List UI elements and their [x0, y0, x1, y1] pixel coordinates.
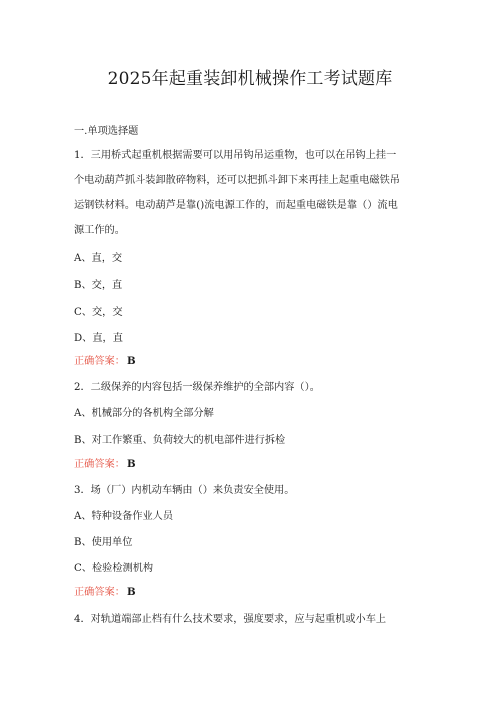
q3-answer [74, 583, 136, 598]
q1-option-a: A、直，交 [74, 253, 123, 264]
section-heading: 一.单项选择题 [74, 126, 139, 137]
q4-line-1: 4．对轨道端部止档有什么技术要求，强度要求，应与起重机或小车上 [74, 614, 387, 625]
q1-line-4: 源工作的。 [74, 225, 125, 236]
q1-option-d: D、直，直 [74, 333, 123, 344]
q3-option-b: B、使用单位 [74, 537, 133, 548]
answer-value: B [126, 355, 136, 367]
document-title: 2025年起重装卸机械操作工考试题库 [107, 69, 393, 89]
answer-value: B [126, 458, 136, 470]
q2-option-a: A、机械部分的各机构全部分解 [74, 408, 214, 419]
answer-value: B [126, 586, 136, 598]
q2-line-1: 2．二级保养的内容包括一级保养维护的全部内容（）。 [74, 382, 320, 393]
q3-option-c: C、检验检测机构 [74, 563, 154, 574]
q1-line-2: 个电动葫芦抓斗装卸散碎物料，还可以把抓斗卸下来再挂上起重电磁铁吊 [74, 175, 400, 186]
q1-option-c: C、交，交 [74, 307, 123, 318]
answer-label: 正确答案： [74, 356, 125, 367]
answer-label: 正确答案： [74, 587, 125, 598]
q3-option-a: A、特种设备作业人员 [74, 511, 174, 522]
q1-line-1: 1．三用桥式起重机根据需要可以用吊钩吊运重物，也可以在吊钩上挂一 [74, 150, 397, 161]
answer-label: 正确答案： [74, 459, 125, 470]
q1-answer [74, 352, 136, 367]
q1-line-3: 运钢铁材料。电动葫芦是靠()流电源工作的，而起重电磁铁是靠（）流电 [74, 200, 398, 211]
q2-answer [74, 455, 136, 470]
q1-option-b: B、交，直 [74, 280, 123, 291]
q3-line-1: 3．场（厂）内机动车辆由（）来负责安全使用。 [74, 485, 295, 496]
q2-option-b: B、对工作繁重、负荷较大的机电部件进行拆检 [74, 435, 286, 446]
